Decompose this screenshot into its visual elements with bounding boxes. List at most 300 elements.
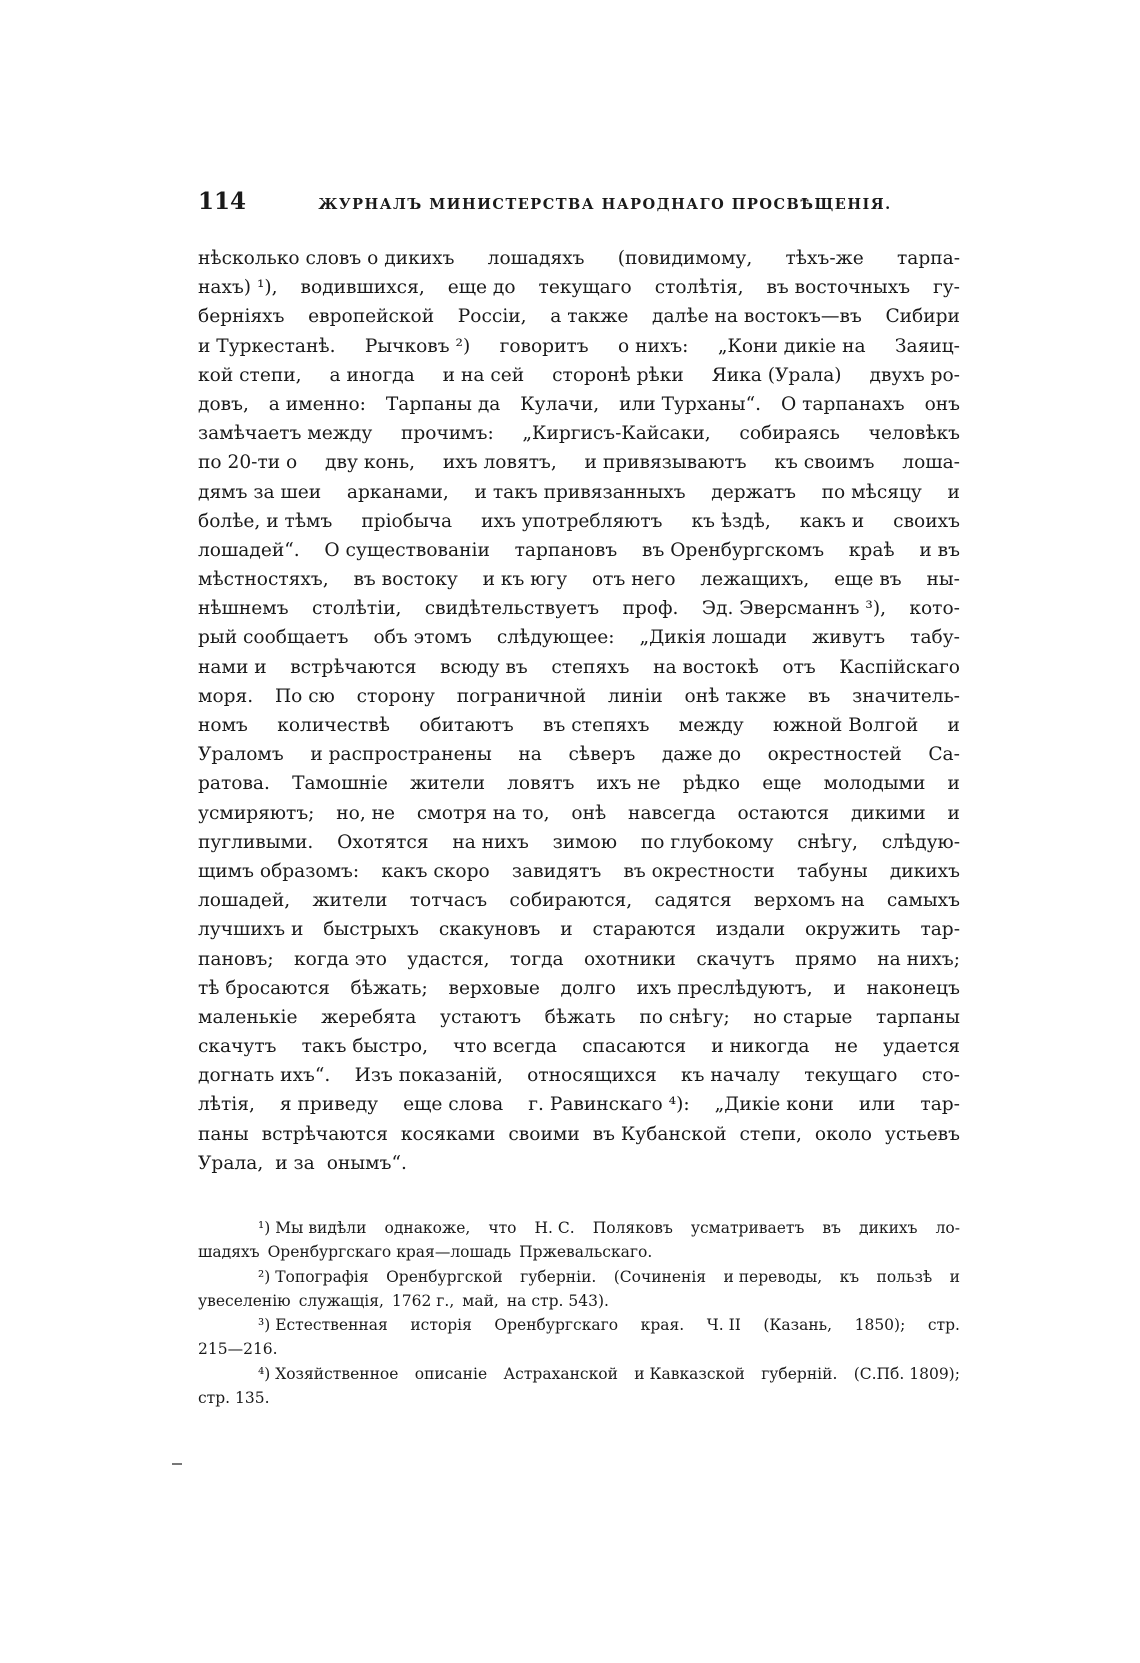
word: къ ѣздѣ, — [691, 510, 771, 532]
footnote-line — [198, 1216, 960, 1240]
word: линіи — [607, 685, 663, 707]
word: окрестностей — [767, 744, 902, 766]
footnote-word: исторія — [410, 1316, 472, 1335]
word: лучшихъ и — [198, 919, 304, 941]
word: дву конь, — [325, 452, 416, 474]
word: мѣстностяхъ, — [198, 569, 329, 591]
word: удается — [883, 1036, 960, 1058]
word: рѣдко — [682, 773, 741, 795]
word: къ своимъ — [774, 452, 875, 474]
text-line — [198, 740, 960, 769]
word: слѣдую- — [881, 831, 960, 853]
word: скачутъ — [198, 1036, 277, 1058]
footnote-line — [198, 1386, 960, 1410]
text-line — [198, 945, 960, 974]
word: обитаютъ — [419, 715, 514, 736]
text-line — [198, 857, 960, 886]
footnote-word: (Сочиненія — [613, 1267, 707, 1286]
footnote-word: Н. С. — [534, 1219, 575, 1237]
margin-mark — [172, 1463, 182, 1465]
word: лоша- — [902, 452, 960, 474]
word: объ этомъ — [373, 627, 472, 649]
text-line — [198, 1061, 960, 1090]
word: относящихся — [527, 1065, 657, 1087]
word: Са- — [928, 744, 960, 766]
word: и никогда — [711, 1036, 810, 1058]
word: но, не — [336, 802, 396, 824]
word: ратова. — [198, 773, 270, 795]
word: даже до — [661, 744, 742, 766]
word: собираются, — [509, 890, 633, 912]
footnote-word: ⁴) Хозяйственное — [258, 1364, 399, 1383]
word: степи, — [739, 1123, 802, 1145]
word: живутъ — [812, 627, 886, 649]
word: паны — [198, 1123, 249, 1145]
word: жеребята — [321, 1006, 417, 1028]
word: отъ — [782, 656, 816, 678]
word: Рычковъ ²) — [364, 335, 471, 357]
word: бѣжать; — [350, 977, 428, 999]
word: какъ и — [799, 510, 865, 532]
text-line — [198, 565, 960, 594]
footnote-word: губерній. — [761, 1364, 838, 1383]
text-line — [198, 302, 960, 331]
word: нами и — [198, 656, 267, 678]
word: по снѣгу; — [639, 1006, 730, 1028]
word: пограничной — [456, 685, 587, 707]
word: текущаго — [538, 277, 632, 299]
word: скачутъ — [696, 948, 775, 970]
footnote-line — [198, 1362, 960, 1386]
word: охотники — [583, 948, 676, 970]
word: бѣжать — [544, 1006, 616, 1028]
word: „Дикіе кони — [714, 1094, 834, 1116]
footnote-word: Оренбургскаго — [494, 1316, 619, 1335]
word: нѣшнемъ — [198, 598, 289, 620]
word: спасаются — [582, 1036, 687, 1058]
word: лошадей, — [198, 890, 291, 912]
word: человѣкъ — [868, 423, 960, 445]
word: (повидимому, — [617, 248, 753, 269]
word: лошадяхъ — [487, 248, 585, 269]
word: и такъ привязанныхъ — [474, 481, 686, 503]
word: молодыми — [823, 773, 926, 795]
footnote-line — [198, 1289, 960, 1313]
word: Сибири — [885, 306, 960, 328]
word: еще слова — [403, 1094, 504, 1116]
word: снѣгу, — [797, 831, 858, 853]
text-line — [198, 507, 960, 536]
word: навсегда — [628, 802, 716, 824]
footnote-word: и переводы, — [723, 1267, 823, 1286]
word: и привязываютъ — [584, 452, 747, 474]
word: на нихъ — [452, 831, 529, 853]
word: сто- — [921, 1065, 960, 1087]
word: болѣе, и тѣмъ — [198, 510, 333, 532]
word: тѣхъ-же — [785, 248, 864, 269]
text-line — [198, 244, 960, 273]
footnote-word: стр. 135. — [198, 1389, 270, 1408]
text-line — [198, 536, 960, 565]
word: моря. — [198, 685, 254, 707]
footnote-word: Астраханской — [503, 1364, 618, 1383]
text-line — [198, 1149, 960, 1178]
word: ны- — [926, 569, 960, 591]
word: „Киргисъ-Кайсаки, — [522, 423, 711, 445]
running-head: ЖУРНАЛЪ МИНИСТЕРСТВА НАРОДНАГО ПРОСВѢЩЕНІЯ. — [318, 196, 892, 213]
footnote-word: стр. — [927, 1316, 960, 1335]
text-line — [198, 1003, 960, 1032]
word: свидѣтельствуетъ — [424, 598, 600, 620]
text-line — [198, 361, 960, 390]
footnote-line — [198, 1240, 960, 1264]
word: тарпа- — [896, 248, 960, 269]
word: Заяиц- — [894, 335, 960, 357]
word: и въ — [919, 539, 960, 561]
word: всюду въ — [440, 656, 528, 678]
text-line — [198, 711, 960, 740]
word: лежащихъ, — [700, 569, 810, 591]
word: г. Равинскаго ⁴): — [528, 1094, 690, 1116]
page-header — [198, 188, 960, 222]
word: собираясь — [739, 423, 840, 445]
footnote-word: Поляковъ — [592, 1219, 673, 1237]
text-line — [198, 1090, 960, 1119]
word: О тарпанахъ — [780, 393, 905, 415]
word: говоритъ — [499, 335, 589, 357]
footnote-word: Оренбургскаго края—лошадь — [267, 1243, 512, 1262]
footnote-word: края. — [640, 1316, 685, 1335]
footnote-word: на стр. 543). — [506, 1291, 609, 1310]
text-line — [198, 1032, 960, 1061]
footnote-word: ло- — [935, 1219, 960, 1237]
word: номъ — [198, 715, 248, 736]
word: далѣе на востокъ—въ — [652, 306, 862, 328]
word: держатъ — [711, 481, 796, 503]
word: въ Оренбургскомъ — [641, 539, 825, 561]
word: еще до — [447, 277, 516, 299]
word: еще въ — [834, 569, 902, 591]
text-line — [198, 828, 960, 857]
footnotes — [198, 1216, 960, 1410]
word: количествѣ — [277, 715, 390, 736]
text-line — [198, 769, 960, 798]
word: тар- — [920, 1094, 960, 1116]
word: и — [947, 773, 960, 795]
word: устьевъ — [884, 1123, 960, 1145]
word: въ востоку — [353, 569, 458, 591]
word: когда это — [294, 948, 387, 970]
word: около — [814, 1123, 872, 1145]
word: Тамошніе — [292, 773, 388, 795]
word: ихъ не — [596, 773, 661, 795]
word: проф. — [622, 598, 679, 620]
word: водившихся, — [300, 277, 425, 299]
word: своихъ — [893, 510, 960, 532]
word: устаютъ — [440, 1006, 522, 1028]
word: тарпаны — [876, 1006, 960, 1028]
footnote-word: и — [949, 1267, 960, 1286]
word: или — [858, 1094, 896, 1116]
footnote-word: усматриваетъ — [690, 1219, 805, 1237]
word: смотря на то, — [416, 802, 550, 824]
word: довъ, — [198, 393, 249, 415]
word: жители — [312, 890, 388, 912]
word: дямъ за шеи — [198, 481, 322, 503]
word: садятся — [654, 890, 732, 912]
word: онымъ“. — [326, 1152, 407, 1174]
word: „Дикія лошади — [639, 627, 788, 649]
word: двухъ ро- — [869, 364, 960, 386]
footnote-word: 1762 г., — [391, 1291, 455, 1310]
word: на — [518, 744, 542, 766]
footnote-word: увеселенію — [198, 1291, 291, 1310]
word: По сю — [274, 685, 335, 707]
word: ихъ преслѣдуютъ, — [636, 977, 813, 999]
footnote-word: (Казань, — [763, 1316, 833, 1335]
word: столѣтіи, — [311, 598, 402, 620]
footnote-word: служащія, — [298, 1291, 384, 1310]
word: а именно: — [268, 393, 366, 415]
word: степяхъ — [551, 656, 630, 678]
word: замѣчаетъ между — [198, 423, 373, 445]
word: краѣ — [848, 539, 895, 561]
word: лошадей“. — [198, 539, 300, 561]
word: маленькіе — [198, 1006, 298, 1028]
word: отъ него — [591, 569, 676, 591]
word: по глубокому — [640, 831, 774, 853]
word: косяками — [400, 1123, 496, 1145]
word: и — [947, 802, 960, 824]
text-line — [198, 1120, 960, 1149]
word: тотчасъ — [409, 890, 488, 912]
word: Ураломъ — [198, 744, 284, 766]
word: на востокѣ — [653, 656, 759, 678]
word: остаются — [737, 802, 830, 824]
word: онѣ — [571, 802, 607, 824]
word: своими — [508, 1123, 580, 1145]
word: текущаго — [804, 1065, 898, 1087]
word: слѣдующее: — [496, 627, 615, 649]
word: усмиряютъ; — [198, 802, 315, 824]
word: Каспійскаго — [839, 656, 960, 678]
word: тогда — [509, 948, 564, 970]
word: и за — [275, 1152, 315, 1174]
word: ловятъ — [507, 773, 575, 795]
footnote-word: 215—216. — [198, 1340, 278, 1359]
text-line — [198, 799, 960, 828]
word: кой степи, — [198, 364, 302, 386]
word: между — [678, 715, 744, 736]
word: арканами, — [346, 481, 449, 503]
word: ихъ ловятъ, — [442, 452, 557, 474]
footnote-line — [198, 1265, 960, 1289]
word: Россіи, — [457, 306, 527, 328]
text-line — [198, 332, 960, 361]
word: что всегда — [453, 1036, 557, 1058]
word: сѣверъ — [568, 744, 636, 766]
text-line — [198, 623, 960, 652]
word: тарпановъ — [514, 539, 618, 561]
word: и на сей — [442, 364, 525, 386]
footnote-word: пользѣ — [876, 1267, 933, 1286]
word: и Туркестанѣ. — [198, 335, 336, 357]
word: не — [834, 1036, 858, 1058]
word: Тарпаны да — [385, 393, 501, 415]
word: Охотятся — [337, 831, 429, 853]
word: европейской — [308, 306, 435, 328]
word: стараются — [592, 919, 696, 941]
footnote-word: однакоже, — [384, 1219, 471, 1237]
text-line — [198, 478, 960, 507]
word: а иногда — [329, 364, 415, 386]
word: Яика (Урала) — [711, 364, 842, 386]
footnote-word: май, — [462, 1291, 499, 1310]
word: въ Кубанской — [592, 1123, 727, 1145]
word: наконецъ — [866, 977, 960, 999]
text-line — [198, 594, 960, 623]
footnote-word: (С.Пб. 1809); — [853, 1364, 960, 1383]
text-line — [198, 419, 960, 448]
text-line — [198, 448, 960, 477]
word: гу- — [933, 277, 960, 299]
word: и — [947, 481, 960, 503]
word: въ восточныхъ — [766, 277, 911, 299]
word: табу- — [910, 627, 960, 649]
word: скакуновъ — [438, 919, 541, 941]
word: но старые — [753, 1006, 853, 1028]
word: сторонѣ рѣки — [552, 364, 684, 386]
word: о нихъ: — [617, 335, 689, 357]
footnote-word: ²) Топографія — [258, 1267, 369, 1286]
word: удастся, — [407, 948, 490, 970]
footnote-word: 1850); — [854, 1316, 906, 1335]
word: табуны — [796, 860, 868, 882]
word: зимою — [552, 831, 618, 853]
word: и распространены — [310, 744, 492, 766]
book-page — [198, 188, 960, 1410]
word: пріобыча — [361, 510, 453, 532]
word: тар- — [920, 919, 960, 941]
footnote-word: губерніи. — [520, 1267, 597, 1286]
word: ихъ употребляютъ — [481, 510, 663, 532]
word: какъ скоро — [381, 860, 490, 882]
word: жители — [409, 773, 485, 795]
word: верхомъ на — [753, 890, 865, 912]
text-line — [198, 915, 960, 944]
word: встрѣчаются — [261, 1123, 388, 1145]
footnote-word: что — [488, 1219, 517, 1237]
footnote-word: и Кавказской — [634, 1364, 745, 1383]
footnote-word: Пржевальскаго. — [519, 1243, 653, 1262]
footnote-word: дикихъ — [859, 1219, 918, 1237]
footnote-line — [198, 1337, 960, 1361]
word: дикихъ — [889, 860, 960, 882]
text-line — [198, 886, 960, 915]
text-line — [198, 974, 960, 1003]
word: окружить — [804, 919, 901, 941]
word: къ началу — [681, 1065, 780, 1087]
word: рый сообщаетъ — [198, 627, 349, 649]
footnote-word: описаніе — [414, 1364, 488, 1383]
word: догнать ихъ“. — [198, 1065, 331, 1087]
word: издали — [715, 919, 786, 941]
footnote-word: въ — [822, 1219, 841, 1237]
word: Кулачи, — [520, 393, 600, 415]
footnote-word: шадяхъ — [198, 1243, 260, 1262]
word: въ — [808, 685, 831, 707]
word: нахъ) ¹), — [198, 277, 278, 299]
word: и — [947, 715, 960, 736]
footnote-word: ³) Естественная — [258, 1316, 388, 1335]
word: „Кони дикіе на — [717, 335, 866, 357]
word: и — [560, 919, 573, 941]
word: щимъ образомъ: — [198, 860, 360, 882]
word: онѣ также — [684, 685, 787, 707]
word: въ окрестности — [623, 860, 775, 882]
word: на нихъ; — [877, 948, 960, 970]
word: сторону — [356, 685, 435, 707]
word: лѣтія, — [198, 1094, 255, 1116]
footnote-word: Оренбургской — [386, 1267, 503, 1286]
footnote-word: Ч. II — [706, 1316, 741, 1335]
word: или Турханы“. — [619, 393, 761, 415]
word: быстрыхъ — [323, 919, 419, 941]
word: и къ югу — [482, 569, 568, 591]
word: онъ — [924, 393, 960, 415]
word: пугливыми. — [198, 831, 314, 853]
text-line — [198, 682, 960, 711]
word: тѣ бросаются — [198, 977, 330, 999]
word: я приведу — [279, 1094, 379, 1116]
body-text — [198, 244, 960, 1178]
word: долго — [560, 977, 616, 999]
page-number: 114 — [198, 188, 247, 215]
word: Эд. Эверсманнъ ³), — [701, 598, 887, 620]
word: и — [833, 977, 846, 999]
word: Изъ показаній, — [354, 1065, 503, 1087]
word: О существованіи — [324, 539, 490, 561]
word: а также — [550, 306, 629, 328]
word: прямо — [795, 948, 857, 970]
word: въ степяхъ — [543, 715, 650, 736]
text-line — [198, 390, 960, 419]
word: кото- — [909, 598, 960, 620]
word: берніяхъ — [198, 306, 285, 328]
text-line — [198, 653, 960, 682]
word: нѣсколько словъ о дикихъ — [198, 248, 455, 269]
word: пановъ; — [198, 948, 274, 970]
word: дикими — [850, 802, 926, 824]
word: такъ быстро, — [301, 1036, 429, 1058]
word: по мѣсяцу — [821, 481, 922, 503]
word: южной Волгой — [773, 715, 919, 736]
word: еще — [762, 773, 802, 795]
word: по 20-ти о — [198, 452, 298, 474]
word: самыхъ — [886, 890, 960, 912]
word: Урала, — [198, 1152, 264, 1174]
word: значитель- — [852, 685, 960, 707]
footnote-word: ¹) Мы видѣли — [258, 1219, 367, 1237]
footnote-line — [198, 1313, 960, 1337]
word: верховые — [448, 977, 540, 999]
word: прочимъ: — [400, 423, 494, 445]
word: столѣтія, — [654, 277, 744, 299]
word: завидятъ — [511, 860, 602, 882]
word: встрѣчаются — [290, 656, 417, 678]
text-line — [198, 273, 960, 302]
footnote-word: къ — [839, 1267, 860, 1286]
